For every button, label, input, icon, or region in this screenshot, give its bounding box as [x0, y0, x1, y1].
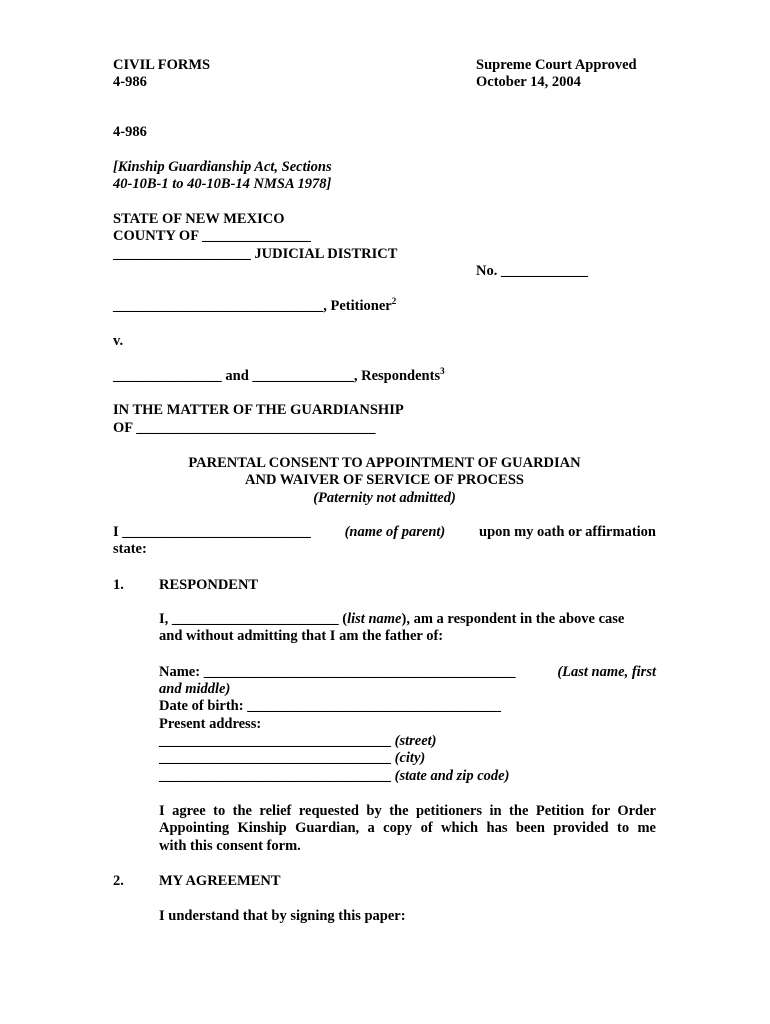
state-zip-blank: ________________________________ — [159, 768, 391, 784]
section1-intro-line1 — [159, 611, 656, 629]
oath-parent-blank: I __________________________ — [113, 524, 311, 540]
child-name-blank: Name: ___________________________________________ — [159, 664, 516, 680]
caption-matter-line2: OF _________________________________ — [113, 420, 376, 436]
caption-petitioner — [113, 298, 396, 316]
title-line1: PARENTAL CONSENT TO APPOINTMENT OF GUARDIAN — [188, 455, 581, 471]
respondent-name-prefix: I, _______________________ ( — [159, 611, 348, 627]
child-name-line — [159, 664, 656, 682]
caption-matter-line1: IN THE MATTER OF THE GUARDIANSHIP — [113, 402, 404, 418]
caption-respondents — [113, 368, 445, 386]
header-left-line2: 4-986 — [113, 74, 147, 90]
section1-number: 1. — [113, 577, 124, 593]
respondent-name-suffix: ), am a respondent in the above case — [401, 611, 625, 627]
child-name-label: (Last name, first — [557, 664, 656, 680]
address-state-line — [159, 768, 509, 786]
caption-state: STATE OF NEW MEXICO — [113, 211, 285, 227]
address-city-line — [159, 750, 425, 768]
city-blank: ________________________________ — [159, 750, 391, 766]
header-right-line1: Supreme Court Approved — [476, 57, 637, 73]
title-line2: AND WAIVER OF SERVICE OF PROCESS — [245, 472, 524, 488]
section1-heading: RESPONDENT — [159, 577, 259, 593]
child-name-label-line2: and middle) — [159, 681, 231, 697]
oath-parent-label: (name of parent) — [344, 524, 446, 540]
title-line3: (Paternity not admitted) — [313, 490, 456, 506]
child-dob-line: Date of birth: ___________________________________ — [159, 698, 501, 714]
act-ref-line2: 40-10B-1 to 40-10B-14 NMSA 1978] — [113, 176, 332, 192]
city-label: (city) — [394, 750, 426, 766]
agreement-line3: with this consent form. — [159, 838, 301, 854]
section2-number: 2. — [113, 873, 124, 889]
oath-line1 — [113, 524, 656, 542]
header-right-line2: October 14, 2004 — [476, 74, 581, 90]
street-blank: ________________________________ — [159, 733, 391, 749]
respondents-text: _______________ and ______________, Respondents — [113, 368, 441, 384]
petitioner-footnote-ref: 2 — [391, 296, 397, 307]
respondent-name-blank — [159, 611, 624, 629]
respondent-name-label: list name — [347, 611, 402, 627]
petitioner-text: _____________________________, Petitioner — [113, 298, 392, 314]
header-left-line1: CIVIL FORMS — [113, 57, 211, 73]
oath-affirmation-text: upon my oath or affirmation — [479, 524, 656, 540]
oath-line2: state: — [113, 541, 147, 557]
caption-county: COUNTY OF _______________ — [113, 228, 311, 244]
act-ref-line1: [Kinship Guardianship Act, Sections — [113, 159, 332, 175]
agreement-line1: I agree to the relief requested by the petitioners in the Petition for Order — [159, 803, 656, 819]
section1-intro-line2: and without admitting that I am the father of: — [159, 628, 444, 644]
address-street-line — [159, 733, 437, 751]
street-label: (street) — [394, 733, 437, 749]
agreement-line2: Appointing Kinship Guardian, a copy of which has been provided to me — [159, 820, 656, 836]
section2-intro: I understand that by signing this paper: — [159, 908, 406, 924]
state-zip-label: (state and zip code) — [394, 768, 510, 784]
child-address-label: Present address: — [159, 716, 262, 732]
form-number: 4-986 — [113, 124, 147, 140]
caption-district: ___________________ JUDICIAL DISTRICT — [113, 246, 398, 262]
section2-heading: MY AGREEMENT — [159, 873, 281, 889]
respondents-footnote-ref: 3 — [440, 366, 445, 377]
caption-case-number: No. ____________ — [476, 263, 588, 279]
caption-versus: v. — [113, 333, 124, 349]
